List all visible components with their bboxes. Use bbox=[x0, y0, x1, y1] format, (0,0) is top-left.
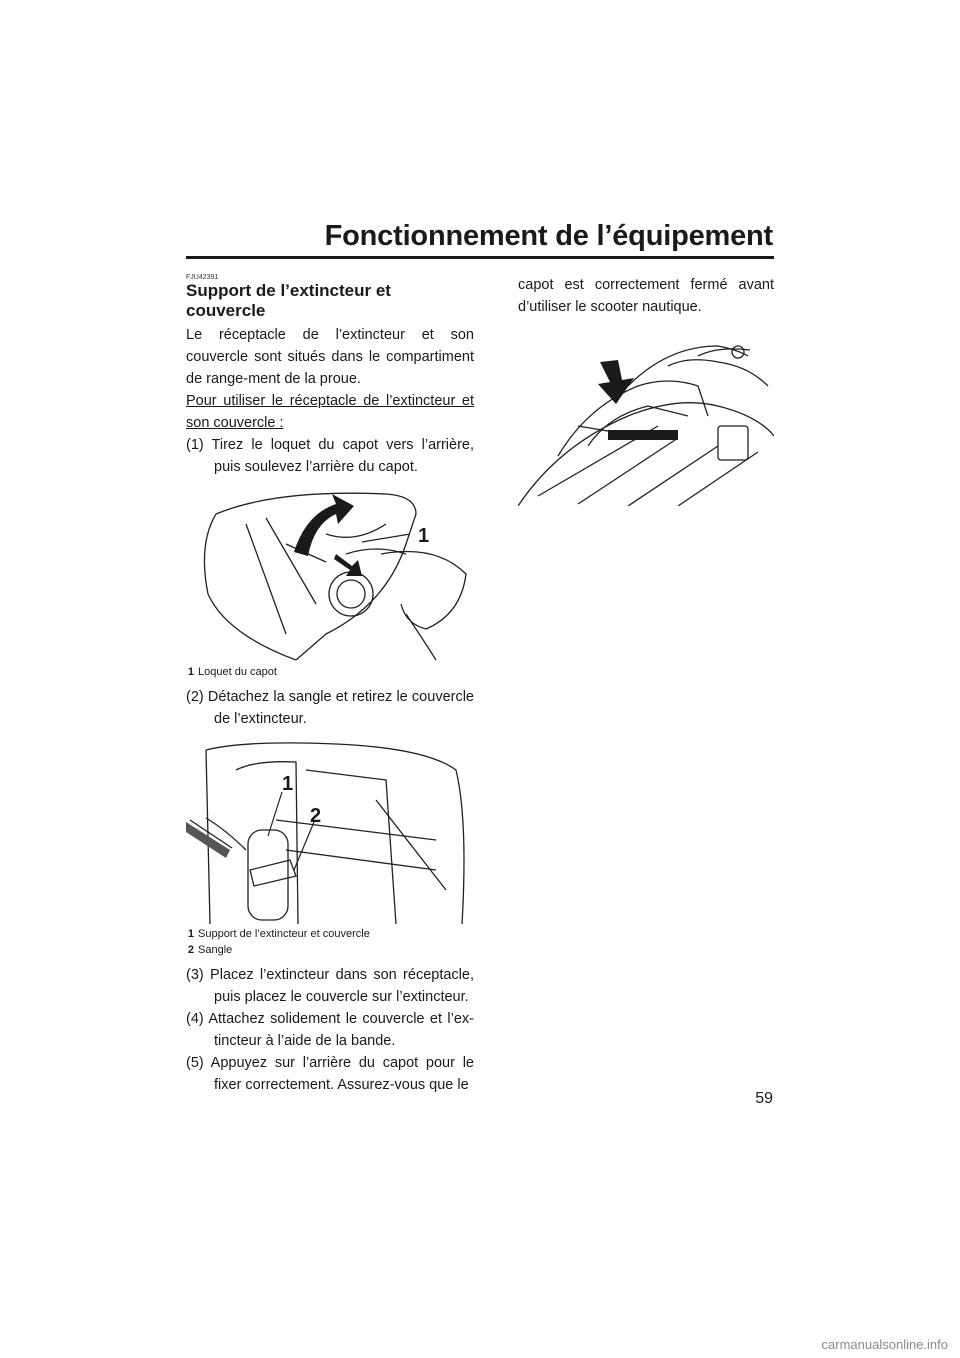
callout-1: 1 bbox=[418, 525, 430, 547]
page-title: Fonctionnement de l’équipement bbox=[324, 220, 773, 252]
legend-number: 2 bbox=[187, 944, 194, 956]
intro-paragraph: Le réceptacle de l’extincteur et son couvercle sont situés dans le compartiment de range-ment de la proue. bbox=[186, 327, 474, 387]
right-column bbox=[518, 274, 774, 506]
figure1-legend bbox=[186, 664, 474, 680]
callout-1: 1 bbox=[282, 773, 294, 795]
legend-text: Support de l’extincteur et couvercle bbox=[198, 928, 370, 940]
header-rule bbox=[186, 256, 774, 259]
step-4: (4) Attachez solidement le couvercle et l’ex-tincteur à l’aide de la bande. bbox=[186, 1011, 474, 1049]
left-column bbox=[186, 274, 474, 1096]
watermark: carmanualsonline.info bbox=[821, 1337, 948, 1352]
legend-text: Loquet du capot bbox=[198, 666, 277, 678]
figure2-legend bbox=[186, 926, 474, 958]
legend-text: Sangle bbox=[198, 944, 233, 956]
legend-item bbox=[186, 942, 474, 958]
extinguisher-holder-illustration bbox=[186, 740, 474, 924]
step-5-continued: capot est correctement fermé avant d’utiliser le scooter nautique. bbox=[518, 277, 774, 315]
step-2: (2) Détachez la sangle et retirez le couvercle de l’extincteur. bbox=[186, 689, 474, 727]
hood-latch-illustration bbox=[186, 484, 474, 662]
step-5: (5) Appuyez sur l’arrière du capot pour le fixer correctement. Assurez-vous que le bbox=[186, 1055, 474, 1093]
subheading: Pour utiliser le réceptacle de l’extincteur et son couvercle : bbox=[186, 393, 474, 431]
legend-number: 1 bbox=[187, 666, 194, 678]
legend-number: 1 bbox=[187, 928, 194, 940]
legend-item bbox=[186, 926, 474, 942]
callout-2: 2 bbox=[310, 805, 322, 827]
figure-extinguisher-holder bbox=[186, 740, 474, 924]
section-code: FJU42391 bbox=[186, 274, 219, 281]
section-title: Support de l’extincteur et couvercle bbox=[186, 281, 391, 320]
step-1: (1) Tirez le loquet du capot vers l’arrière, puis soulevez l’arrière du capot. bbox=[186, 437, 474, 475]
figure-hood-latch bbox=[186, 484, 474, 662]
closed-hood-illustration bbox=[518, 326, 774, 506]
step-3: (3) Placez l’extincteur dans son réceptacle, puis placez le couvercle sur l’extincteur. bbox=[186, 967, 474, 1005]
figure-closed-hood bbox=[518, 326, 774, 506]
page-number: 59 bbox=[755, 1090, 773, 1107]
